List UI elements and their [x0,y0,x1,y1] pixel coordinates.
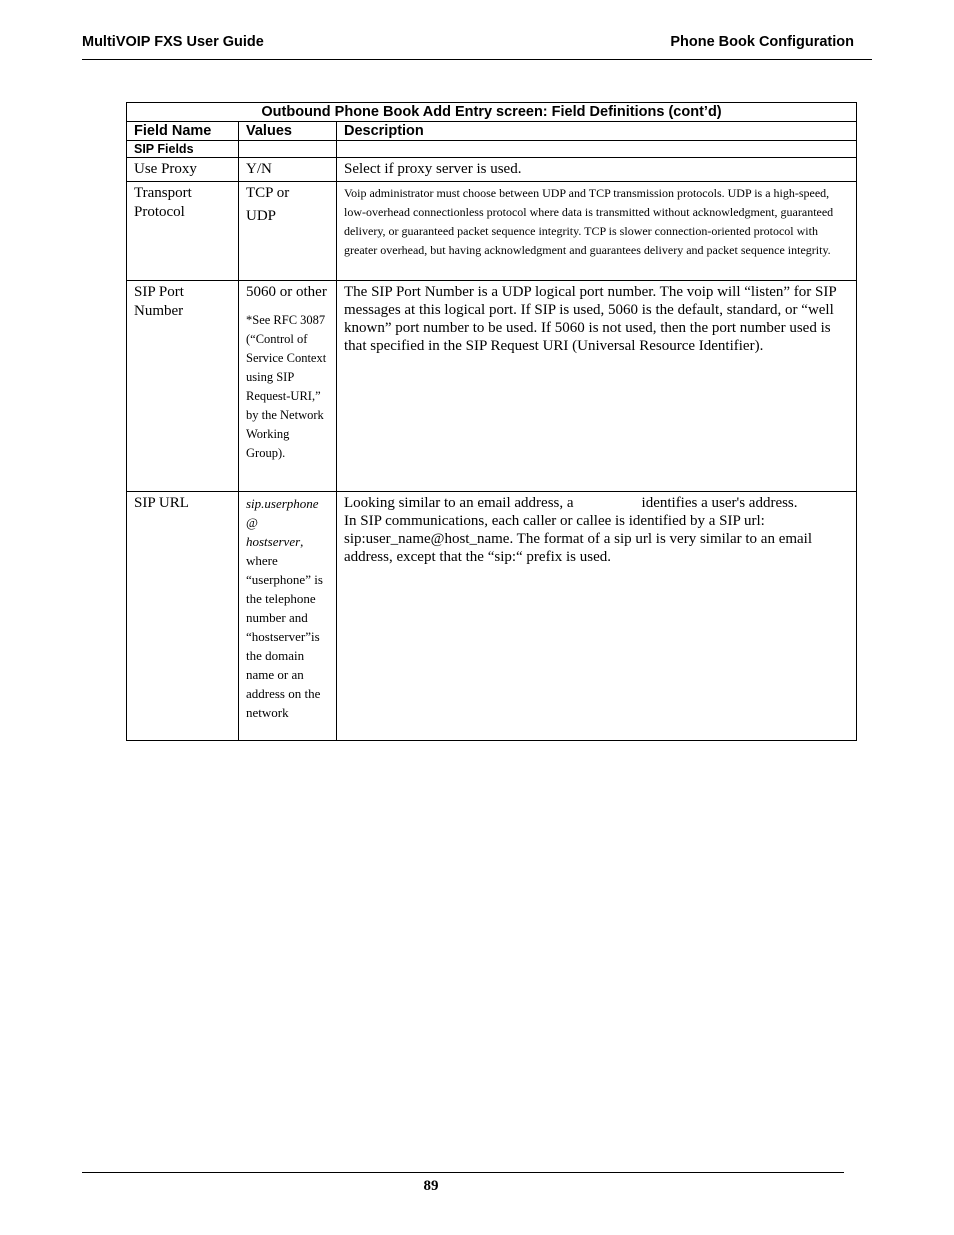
table-row [127,182,857,281]
field-name-line: Transport [134,185,192,201]
value-line: 5060 or other [246,284,327,300]
values-cell [239,281,337,492]
footer-rule [82,1172,844,1173]
value-line: TCP or [246,185,290,201]
page-number: 89 [423,1178,439,1194]
value-at: @ [246,515,258,530]
table-caption-row [127,103,857,122]
field-name-cell [127,182,239,281]
guide-title: MultiVOIP FXS User Guide [82,34,264,50]
column-header-field-name: Field Name [127,122,239,141]
values-cell: Y/N [239,158,337,182]
section-label: SIP Fields [127,141,239,158]
field-name-cell [127,281,239,492]
table-row [127,281,857,492]
column-header-row [127,122,857,141]
table-row [127,492,857,741]
section-row [127,141,857,158]
field-name-line: Number [134,303,184,319]
column-header-values: Values [239,122,337,141]
table-row [127,158,857,182]
field-name-line: SIP Port [134,284,184,300]
field-name-line: Protocol [134,204,185,220]
description-part: identifies a user's address. [641,495,798,511]
value-footnote: *See RFC 3087 (“Control of Service Context using SIP Request-URI,” by the Network Working Group). [246,313,327,460]
field-definitions-table [126,102,857,741]
description-part: Looking similar to an email address, a [344,495,574,511]
field-name-cell: SIP URL [127,492,239,741]
field-name-cell: Use Proxy [127,158,239,182]
header-rule [82,59,872,60]
column-header-description: Description [337,122,857,141]
chapter-title: Phone Book Configuration [670,34,854,50]
description-cell: Voip administrator must choose between UDP and TCP transmission protocols. UDP is a high-speed, low-overhead connectionless protocol where data is transmitted without acknowledgment, guaranteed delivery, or guaranteed packet sequence integrity. TCP is slower connection-oriented protocol with greater overhead, but having acknowledgment and guarantees delivery and packet sequence integrity. [337,182,857,281]
section-empty-cell [337,141,857,158]
description-part: In SIP communications, each caller or callee is identified by a SIP url: sip:user_name@host_name. The format of a sip url is very similar to an email address, except that the “sip:“ prefix is used. [344,513,813,565]
values-cell [239,492,337,741]
value-italic: hostserver [246,534,301,549]
table-caption: Outbound Phone Book Add Entry screen: Field Definitions (cont’d) [127,103,857,122]
description-cell: The SIP Port Number is a UDP logical port number. The voip will “listen” for SIP messages at this logical port. If SIP is used, 5060 is the default, standard, or “well known” port number to be used. If 5060 is not used, then the port number used is that specified in the SIP Request URI (Universal Resource Identifier). [337,281,857,492]
section-empty-cell [239,141,337,158]
value-italic: sip.userphone [246,496,319,511]
value-line: UDP [246,208,277,224]
description-cell [337,492,857,741]
value-rest: , where “userphone” is the telephone number and “hostserver”is the domain name or an address on the network [246,534,323,720]
values-cell [239,182,337,281]
description-cell: Select if proxy server is used. [337,158,857,182]
